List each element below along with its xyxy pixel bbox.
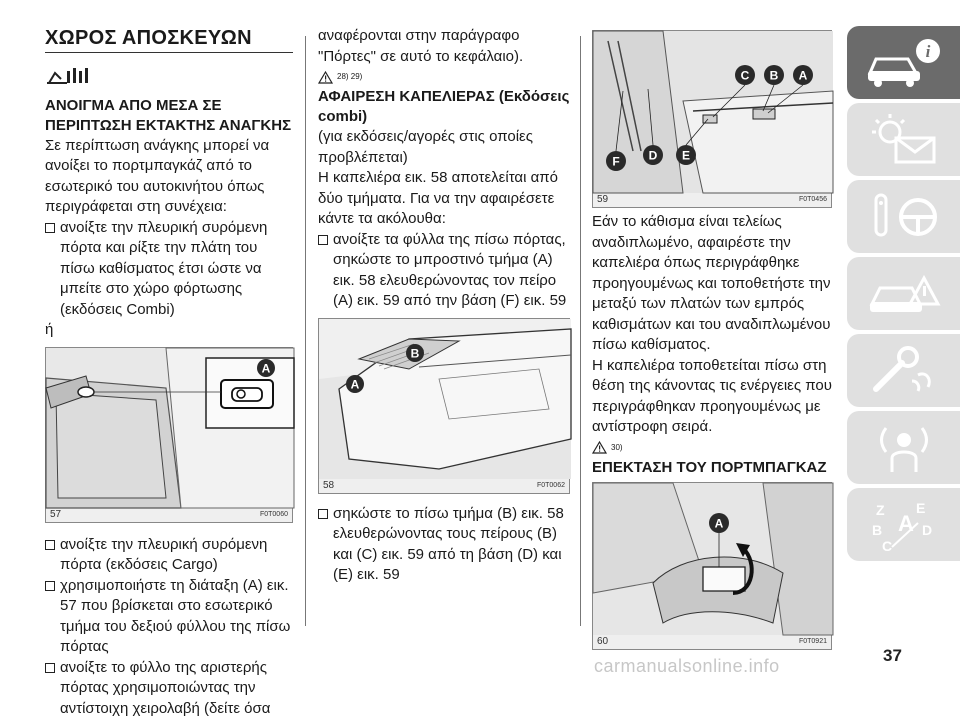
bullet-box-icon — [45, 581, 55, 591]
tab-car-info[interactable] — [847, 26, 960, 99]
tab-warning-lights[interactable] — [847, 103, 960, 176]
callout-label: C — [741, 69, 750, 83]
bullet-box-icon — [318, 235, 328, 245]
service-wrench-icon — [862, 341, 946, 401]
refit-para: Η καπελιέρα τοποθετείται πίσω στη θέση της κάνοντας τις ενέργειες που περιγράφθηκαν προηγουμένως με αντίστροφη σειρά. — [592, 356, 832, 438]
column-divider — [305, 36, 306, 626]
figure-number: 57 — [50, 508, 61, 522]
callout-label: E — [682, 149, 690, 163]
svg-text:A: A — [898, 511, 914, 536]
seatbelt-symbol-icon — [45, 65, 105, 87]
bullet-box-icon — [318, 509, 328, 519]
list-item: σηκώστε το πίσω τμήμα (B) εικ. 58 ελευθερώνοντας τους πείρους (B) και (C) εικ. 59 από τη βάση (D) και (E) εικ. 59 — [318, 504, 570, 586]
figure-58 — [318, 318, 570, 494]
figure-code: F0T0456 — [799, 193, 827, 207]
figure-caption — [593, 635, 831, 649]
svg-text:D: D — [922, 522, 932, 538]
emergency-intro: Σε περίπτωση ανάγκης μπορεί να ανοίξει το πορτμπαγκάζ από το εσωτερικό του αυτοκινήτου όπως περιγράφεται στη συνέχεια: — [45, 136, 293, 218]
continued-text: αναφέρονται στην παράγραφο "Πόρτες" σε αυτό το κεφάλαιο). — [318, 26, 570, 67]
figure-number: 58 — [323, 479, 334, 493]
chapter-sidebar — [847, 26, 960, 565]
emergency-open-heading: ΑΝΟΙΓΜΑ ΑΠΟ ΜΕΣΑ ΣΕ ΠΕΡΙΠΤΩΣΗ ΕΚΤΑΚΤΗΣ ΑΝΑΓΚΗΣ — [45, 96, 293, 136]
availability-note: (για εκδόσεις/αγορές στις οποίες προβλέπεται) — [318, 127, 570, 168]
callout-label: A — [799, 69, 808, 83]
car-info-icon — [862, 33, 946, 93]
figure-60-illustration — [593, 483, 833, 635]
callout-label: F — [612, 155, 619, 169]
list-item: ανοίξτε το φύλλο της αριστερής πόρτας χρησιμοποιώντας την αντίστοιχη χειρολαβή (δείτε όσα — [45, 658, 293, 719]
warning-lights-icon — [862, 110, 946, 170]
column-1 — [45, 26, 293, 719]
key-steering-icon — [862, 187, 946, 247]
figure-code: F0T0062 — [537, 479, 565, 493]
index-letters-icon — [862, 495, 946, 555]
warning-triangle-icon — [318, 71, 333, 84]
warning-refs: 30) — [592, 440, 832, 456]
column-3 — [592, 26, 832, 650]
callout-label: D — [649, 149, 658, 163]
svg-text:i: i — [925, 42, 930, 61]
callout-label: B — [411, 346, 420, 360]
figure-code: F0T0921 — [799, 635, 827, 649]
figure-number: 60 — [597, 635, 608, 649]
figure-code: F0T0060 — [260, 508, 288, 522]
column-divider — [580, 36, 581, 626]
callout-label: B — [770, 69, 779, 83]
figure-caption — [593, 193, 831, 207]
page-number: 37 — [883, 646, 902, 666]
svg-text:Z: Z — [876, 502, 885, 518]
figure-number: 59 — [597, 193, 608, 207]
callout-label: A — [351, 377, 360, 391]
figure-59 — [592, 30, 832, 208]
figure-58-illustration — [319, 319, 571, 479]
tab-index[interactable] — [847, 488, 960, 561]
bullet-box-icon — [45, 540, 55, 550]
callout-label: A — [262, 361, 271, 375]
figure-59-illustration — [593, 31, 833, 193]
tab-breakdown[interactable] — [847, 257, 960, 330]
figure-57 — [45, 347, 293, 523]
section-title: ΧΩΡΟΣ ΑΠΟΣΚΕΥΩΝ — [45, 26, 293, 53]
tab-key-steering[interactable] — [847, 180, 960, 253]
bullet-box-icon — [45, 223, 55, 233]
watermark: carmanualsonline.info — [594, 656, 780, 677]
multimedia-icon — [862, 418, 946, 478]
parcel-shelf-para: Η καπελιέρα εικ. 58 αποτελείται από δύο τμήματα. Για να την αφαιρέσετε κάντε τα ακόλουθα: — [318, 168, 570, 230]
figure-caption — [319, 479, 569, 493]
or-text: ή — [45, 320, 293, 341]
svg-text:B: B — [872, 522, 882, 538]
svg-text:C: C — [882, 538, 892, 554]
figure-caption — [46, 508, 292, 522]
figure-60 — [592, 482, 832, 650]
bullet-box-icon — [45, 663, 55, 673]
boot-extension-heading: ΕΠΕΚΤΑΣΗ ΤΟΥ ΠΟΡΤΜΠΑΓΚΑΖ — [592, 458, 832, 478]
list-item: ανοίξτε την πλευρική συρόμενη πόρτα (εκδόσεις Cargo) — [45, 535, 293, 576]
fold-para: Εάν το κάθισμα είναι τελείως αναδιπλωμένο, αφαιρέστε την καπελιέρα όπως περιγράφθηκε προηγουμένως και τοποθετήστε την μεταξύ των πλατών των εμπρός καθισμάτων και του αναδιπλωμένου πίσω καθίσματος. — [592, 212, 832, 356]
warning-triangle-icon — [592, 441, 607, 454]
warning-refs: 28) 29) — [318, 69, 570, 85]
list-item: ανοίξτε τα φύλλα της πίσω πόρτας, σηκώστε το μπροστινό τμήμα (A) εικ. 58 ελευθερώνοντας τον πείρο (A) εικ. 59 από την βάση (F) εικ. 59 — [318, 230, 570, 312]
figure-57-illustration — [46, 348, 294, 508]
tab-multimedia[interactable] — [847, 411, 960, 484]
column-2 — [318, 26, 570, 586]
parcel-shelf-heading: ΑΦΑΙΡΕΣΗ ΚΑΠΕΛΙΕΡΑΣ (Εκδόσεις combi) — [318, 87, 570, 127]
breakdown-icon — [862, 264, 946, 324]
svg-text:E: E — [916, 500, 925, 516]
list-item: ανοίξτε την πλευρική συρόμενη πόρτα και ρίξτε την πλάτη του πίσω καθίσματος έτσι ώστε να μπείτε στο χώρο φόρτωσης (εκδόσεις Combi) — [45, 218, 293, 321]
callout-label: A — [715, 516, 724, 530]
tab-service[interactable] — [847, 334, 960, 407]
list-item: χρησιμοποιήστε τη διάταξη (A) εικ. 57 που βρίσκεται στο εσωτερικό τμήμα του δεξιού φύλλου της πίσω πόρτας — [45, 576, 293, 658]
